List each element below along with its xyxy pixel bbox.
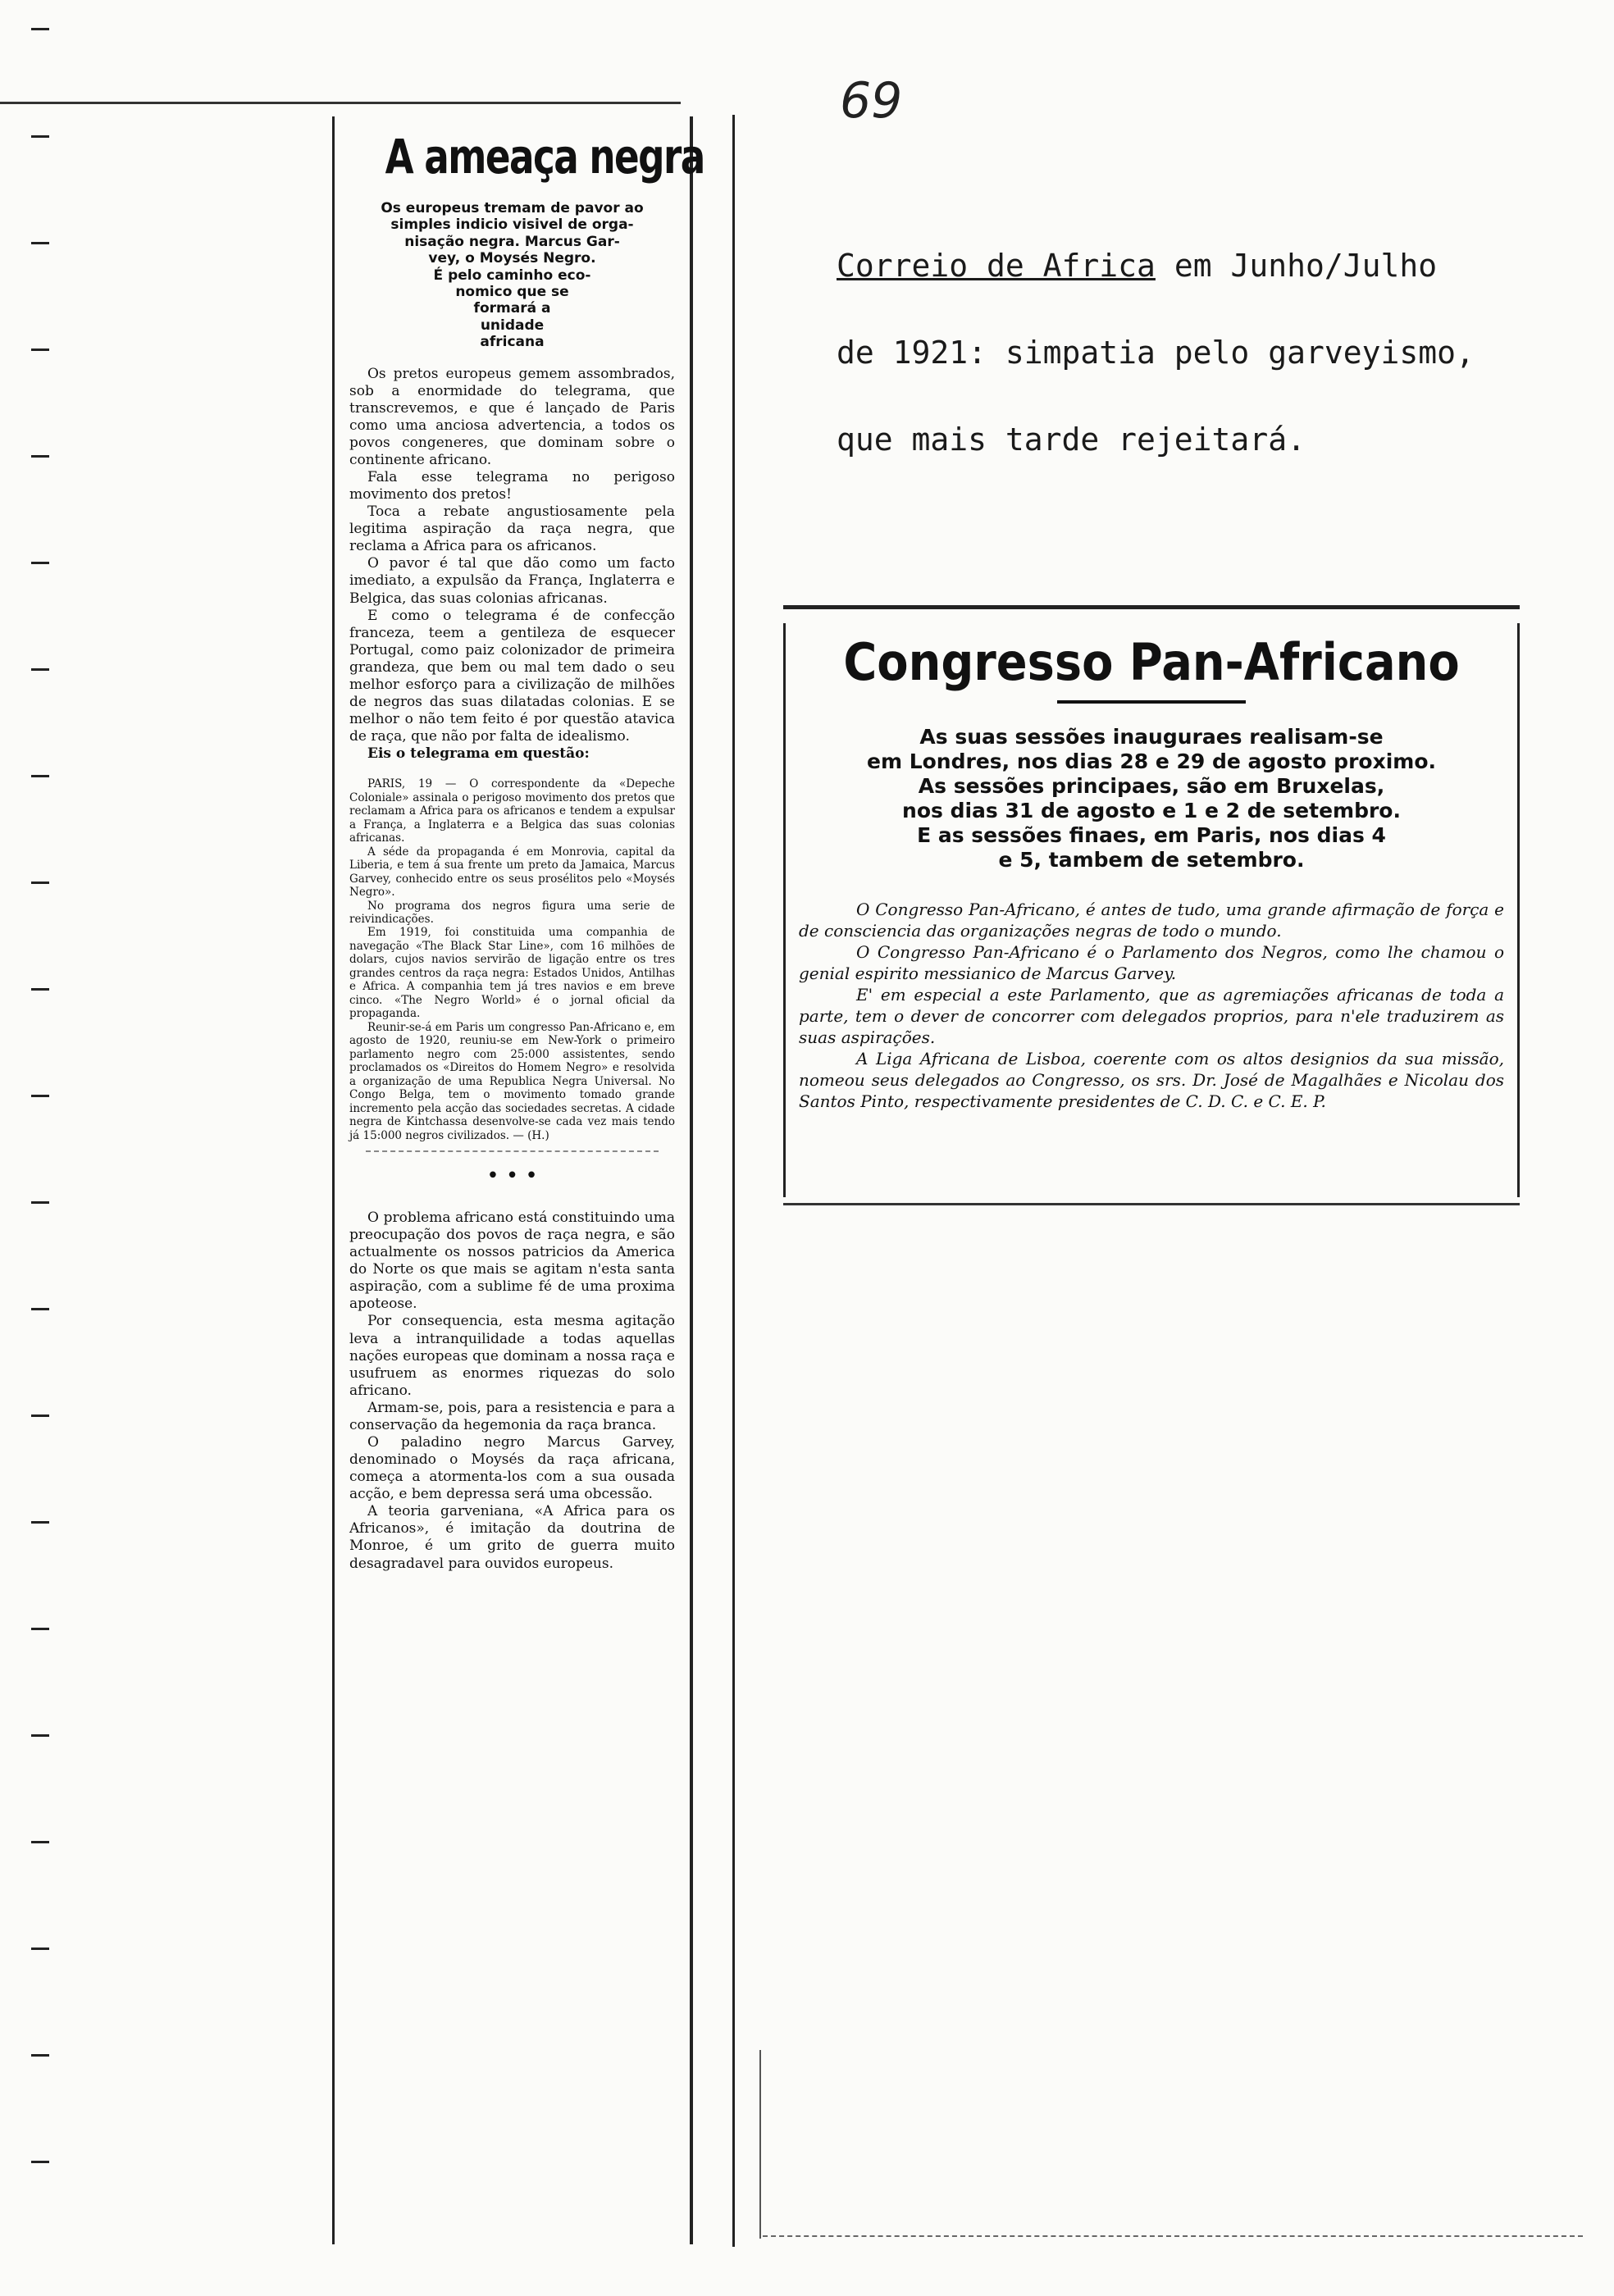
article-paragraph: Fala esse telegrama no perigoso movimento dos pretos! xyxy=(349,468,675,503)
article-paragraph: Por consequencia, esta mesma agitação leva a intranquilidade a todas aquellas nações europeas que dominam a nossa raça e usufruem as enormes riquezas do solo africano. xyxy=(349,1313,675,1399)
top-rule xyxy=(0,102,681,104)
column-divider xyxy=(759,2050,761,2239)
section-dots: • • • xyxy=(486,1163,538,1188)
article-paragraph: Armam-se, pois, para a resistencia e para a conservação da hegemonia da raça branca. xyxy=(349,1399,675,1433)
bottom-rule xyxy=(763,2235,1583,2239)
subhead-line: em Londres, nos dias 28 e 29 de agosto proximo. xyxy=(866,749,1437,774)
article-paragraph: O problema africano está constituindo uma preocupação dos povos de raça negra, e são actualmente os nossos patricios da America do Norte os que mais se agitam n'esta santa aspiração, com a sublime fé de uma proxima apoteose. xyxy=(349,1209,675,1313)
margin-mark xyxy=(31,1947,49,1950)
article-paragraph: A teoria garveniana, «A Africa para os Africanos», é imitação da doutrina de Monroe, é um grito de guerra muito desagradavel para ouvidos europeus. xyxy=(349,1503,675,1572)
telegram-paragraph: Em 1919, foi constituida uma companhia de navegação «The Black Star Line», com 16 milhões de dolars, cujos navios servirão de ligação entre os tres grandes centros da raça negra: Estados Unidos, Antilhas e Africa. A companhia tem já tres navios e em breve cinco. «The Negro World» é o jornal oficial da propaganda. xyxy=(349,926,675,1021)
subhead-line: formará a xyxy=(473,300,551,317)
margin-mark xyxy=(31,668,49,671)
section-rule xyxy=(366,1150,659,1152)
headline: A ameaça negra xyxy=(385,129,704,184)
margin-mark xyxy=(31,242,49,244)
telegram-paragraph: PARIS, 19 — O correspondente da «Depeche Coloniale» assinala o perigoso movimento dos pretos que reclamam a Africa para os africanos e tendem a expulsar a França, a Inglaterra e a Belgica das suas colonias africanas. xyxy=(349,777,675,845)
article-paragraph: E como o telegrama é de confecção franceza, teem a gentileza de esquecer Portugal, como paiz colonizador de primeira grandeza, que bem ou mal tem dado o seu melhor esforço para a civilização de milhões de negros das suas dilatadas colonias. E se melhor o não tem feito é por questão atavica de raça, que não por falta de idealismo. xyxy=(349,607,675,745)
clipping-title: Congresso Pan-Africano xyxy=(843,632,1460,692)
telegram-paragraph: A séde da propaganda é em Monrovia, capital da Liberia, e tem á sua frente um preto da Jamaica, Marcus Garvey, conhecido entre os seus prosélitos pelo «Moysés Negro». xyxy=(349,845,675,900)
margin-mark xyxy=(31,775,49,777)
subhead-line: vey, o Moysés Negro. xyxy=(428,250,596,267)
clipping-paragraph: O Congresso Pan-Africano, é antes de tudo, uma grande afirmação de força e de consciencia das organizações negras de todo o mundo. xyxy=(799,900,1504,941)
margin-mark xyxy=(31,562,49,564)
left-clipping xyxy=(332,116,704,2244)
subhead-line: É pelo caminho eco- xyxy=(433,266,591,284)
clipping-body xyxy=(783,623,1520,1197)
margin-mark xyxy=(31,455,49,458)
margin-mark xyxy=(31,988,49,991)
telegram-paragraph: No programa dos negros figura uma serie de reivindicações. xyxy=(349,899,675,926)
article-paragraph: O pavor é tal que dão como um facto imediato, a expulsão da França, Inglaterra e Belgica, das suas colonias africanas. xyxy=(349,555,675,607)
page-number: 69 xyxy=(840,72,903,130)
subhead-line: As suas sessões inauguraes realisam-se xyxy=(919,725,1384,749)
typed-note xyxy=(837,248,1558,508)
subhead-line: e 5, tambem de setembro. xyxy=(998,848,1305,872)
margin-mark xyxy=(31,1734,49,1737)
note-text: em Junho/Julho xyxy=(1155,248,1438,284)
subhead-line: africana xyxy=(480,334,545,351)
margin-mark xyxy=(31,2054,49,2057)
margin-mark xyxy=(31,1414,49,1417)
margin-mark xyxy=(31,882,49,884)
margin-mark xyxy=(31,1841,49,1843)
subheadline xyxy=(349,200,675,351)
subhead-line: unidade xyxy=(480,317,545,334)
clipping-bottom-rule xyxy=(783,1203,1520,1205)
margin-mark xyxy=(31,1095,49,1097)
clipping-subheadline xyxy=(799,725,1504,872)
margin-mark xyxy=(31,28,49,30)
title-underline xyxy=(1057,700,1246,704)
subhead-line: simples indicio visivel de orga- xyxy=(390,216,634,234)
subhead-line: As sessões principaes, são em Bruxelas, xyxy=(918,774,1385,799)
column-divider xyxy=(732,115,735,2247)
note-line xyxy=(837,248,1558,284)
telegram-paragraph: Reunir-se-á em Paris um congresso Pan-Africano e, em agosto de 1920, reuniu-se em New-York o primeiro parlamento negro com 25:000 assistentes, sendo proclamados os «Direitos do Homem Negro» e resolvida a organização de uma Republica Negra Universal. No Congo Belga, tem o movimento tomado grande incremento pela acção das sociedades secretas. A cidade negra de Kintchassa desenvolve-se cada vez mais tendo já 15:000 negros civilizados. — (H.) xyxy=(349,1020,675,1142)
subhead-line: E as sessões finaes, em Paris, nos dias 4 xyxy=(917,823,1386,848)
margin-mark xyxy=(31,1628,49,1630)
subhead-line: nos dias 31 de agosto e 1 e 2 de setembro. xyxy=(902,799,1401,823)
clipping-paragraph: O Congresso Pan-Africano é o Parlamento dos Negros, como lhe chamou o genial espirito messianico de Marcus Garvey. xyxy=(799,942,1504,984)
margin-mark xyxy=(31,2161,49,2163)
note-line: de 1921: simpatia pelo garveyismo, xyxy=(837,335,1475,371)
margin-mark xyxy=(31,1308,49,1310)
article-paragraph: O paladino negro Marcus Garvey, denominado o Moysés da raça africana, começa a atormenta-los com a sua ousada acção, e bem depressa será uma obcessão. xyxy=(349,1433,675,1503)
clipping-paragraph: A Liga Africana de Lisboa, coerente com os altos designios da sua missão, nomeou seus delegados ao Congresso, os srs. Dr. José de Magalhães e Nicolau dos Santos Pinto, respectivamente presidentes de C. D. C. e C. E. P. xyxy=(799,1049,1504,1112)
note-title: Correio de Africa xyxy=(837,248,1156,284)
subhead-line: nomico que se xyxy=(455,283,569,300)
note-line: que mais tarde rejeitará. xyxy=(837,421,1306,458)
subhead-line: Os europeus tremam de pavor ao xyxy=(381,200,644,216)
margin-mark xyxy=(31,135,49,138)
clipping-paragraph: E' em especial a este Parlamento, que as agremiações africanas de toda a parte, tem o dever de concorrer com delegados proprios, para n'ele traduzirem as suas aspirações. xyxy=(799,985,1504,1048)
margin-mark xyxy=(31,1521,49,1524)
article-paragraph: Eis o telegrama em questão: xyxy=(367,745,590,763)
margin-mark xyxy=(31,1201,49,1204)
clipping-top-rule xyxy=(783,605,1520,609)
article-paragraph: Toca a rebate angustiosamente pela legitima aspiração da raça negra, que reclama a Africa para os africanos. xyxy=(349,503,675,555)
right-clipping xyxy=(783,605,1520,1212)
subhead-line: nisação negra. Marcus Gar- xyxy=(404,233,620,250)
article-paragraph: Os pretos europeus gemem assombrados, sob a enormidade do telegrama, que transcrevemos, e que é lançado de Paris como uma anciosa advertencia, a todos os povos congeneres, que dominam sobre o continente africano. xyxy=(349,365,675,468)
margin-mark xyxy=(31,348,49,351)
